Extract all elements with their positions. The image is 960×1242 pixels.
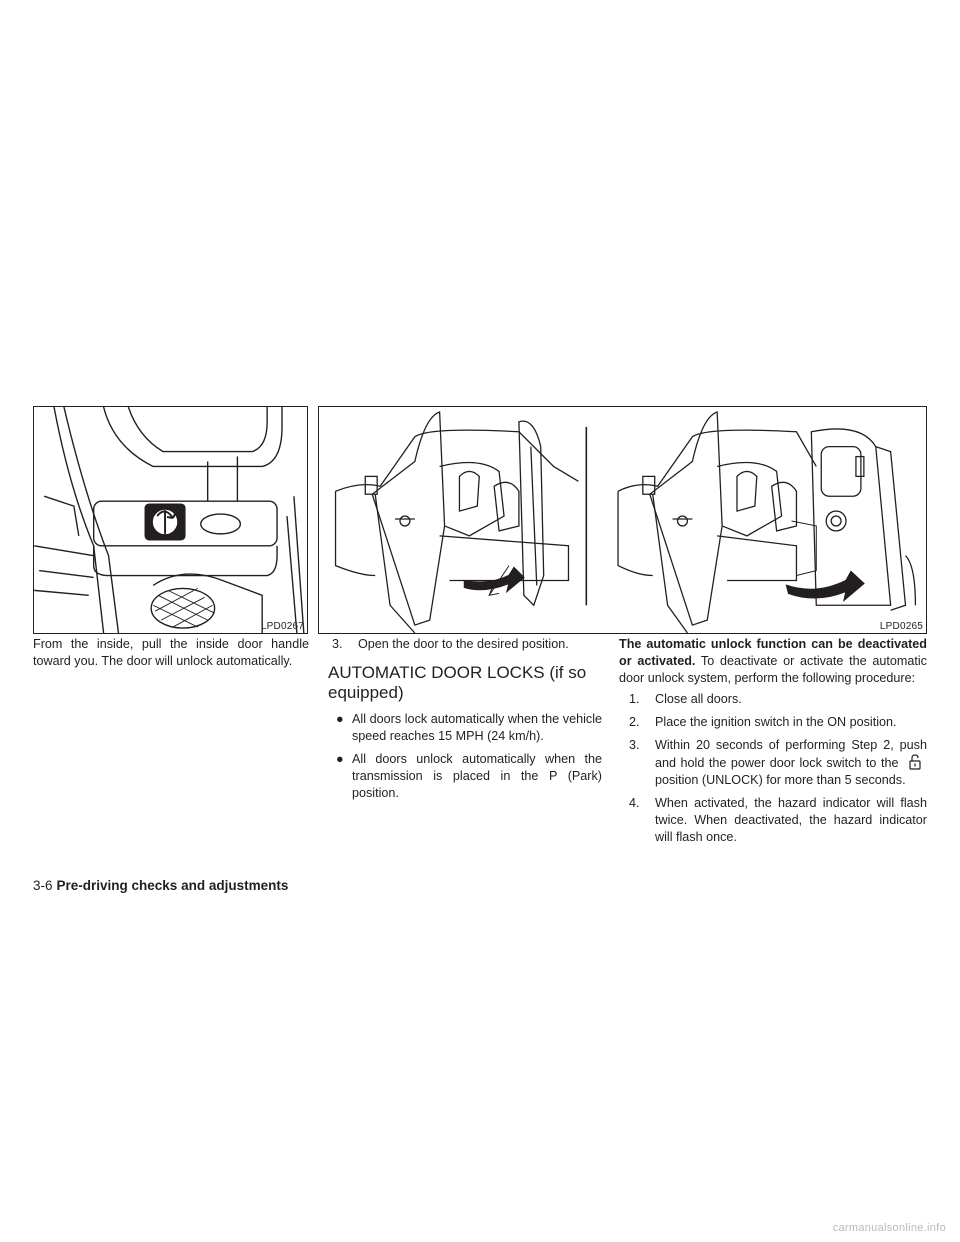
procedure-intro xyxy=(619,636,927,687)
step-number: 1. xyxy=(629,692,640,706)
step-item xyxy=(629,795,927,846)
step-item xyxy=(629,737,927,789)
watermark: carmanualsonline.info xyxy=(832,1222,946,1234)
column-2 xyxy=(328,636,602,808)
step-number: 3. xyxy=(629,738,640,752)
inside-handle-paragraph: From the inside, pull the inside door handle toward you. The door will unlock automatically. xyxy=(33,637,309,668)
step-text: Close all doors. xyxy=(655,692,742,706)
step-text-before: Within 20 seconds of performing Step 2, push and hold the power door lock switch to the xyxy=(655,738,927,770)
step-number: 4. xyxy=(629,796,640,810)
step-number: 3. xyxy=(332,637,343,651)
step-item xyxy=(332,636,602,653)
figure-code: LPD0265 xyxy=(879,621,923,632)
column-1 xyxy=(33,636,309,670)
bullet-item xyxy=(336,751,602,802)
inside-door-handle-illustration xyxy=(34,407,307,633)
step-number: 2. xyxy=(629,715,640,729)
section-title: Pre-driving checks and adjustments xyxy=(56,878,289,893)
step-text: Place the ignition switch in the ON position. xyxy=(655,715,897,729)
figure-inside-door-handle xyxy=(33,406,308,634)
step-text-after: position (UNLOCK) for more than 5 seconds. xyxy=(655,773,906,787)
step-item xyxy=(629,691,927,708)
open-doors-illustration xyxy=(319,407,926,633)
unlock-icon xyxy=(907,754,923,770)
bullet-item xyxy=(336,711,602,745)
step-item xyxy=(629,714,927,731)
bullet-mark: ● xyxy=(336,752,344,766)
column-3 xyxy=(619,636,927,852)
page-number: 3-6 xyxy=(33,878,53,893)
step-text: When activated, the hazard indicator will flash twice. When deactivated, the hazard indicator will flash once. xyxy=(655,796,927,844)
figure-open-doors xyxy=(318,406,927,634)
procedure-intro-rest: To deactivate or activate the automatic door unlock system, perform the following procedure: xyxy=(619,654,927,685)
bullet-mark: ● xyxy=(336,712,344,726)
step-text: Open the door to the desired position. xyxy=(358,637,569,651)
bullet-text: All doors unlock automatically when the transmission is placed in the P (Park) position. xyxy=(352,752,602,800)
section-heading: AUTOMATIC DOOR LOCKS (if so equipped) xyxy=(328,663,587,702)
bullet-text: All doors lock automatically when the vehicle speed reaches 15 MPH (24 km/h). xyxy=(352,712,602,743)
procedure-intro-bold: The automatic unlock function can be deactivated or activated. xyxy=(619,637,927,668)
page-footer xyxy=(33,878,288,893)
figure-code: LPD0267 xyxy=(260,621,304,632)
